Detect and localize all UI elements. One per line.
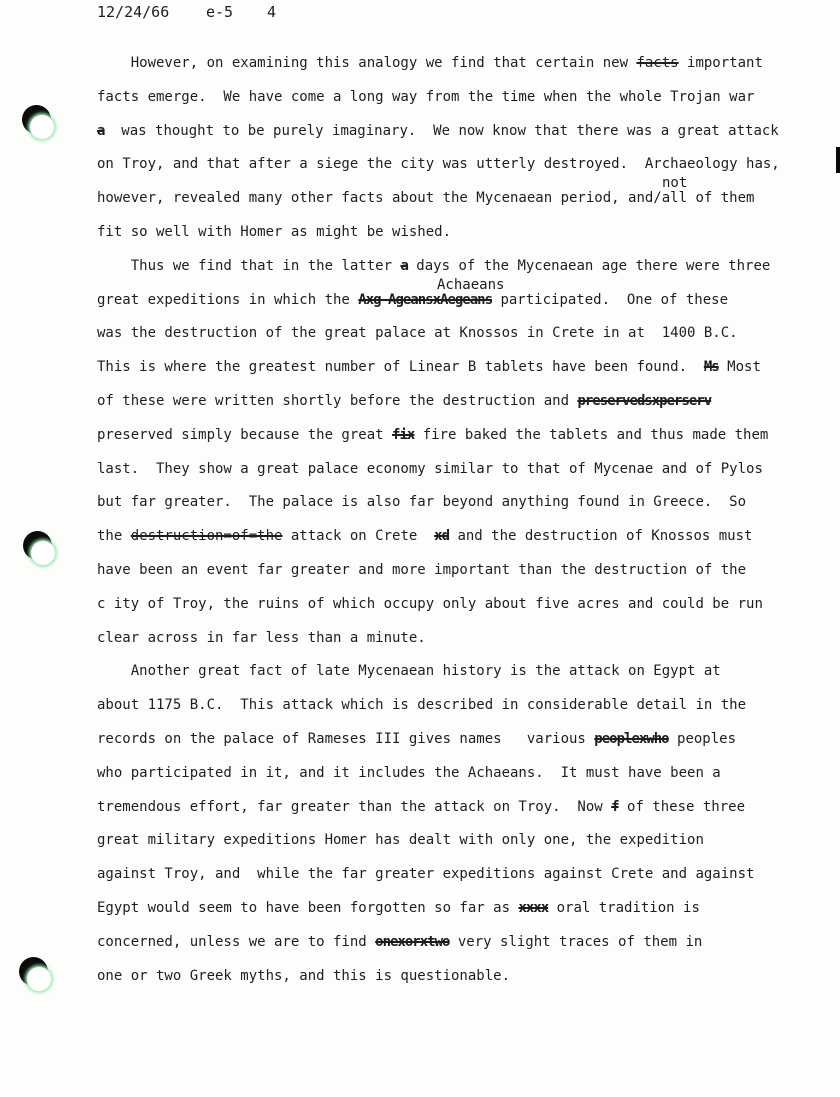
struck-text: facts bbox=[636, 55, 679, 71]
text-segment: against Troy, and while the far greater expeditions against Crete and against bbox=[97, 866, 755, 883]
text-line bbox=[97, 723, 807, 757]
text-segment: fire baked the tablets and thus made them bbox=[414, 426, 769, 443]
struck-text: fix bbox=[392, 426, 415, 443]
text-line bbox=[97, 182, 807, 216]
text-line bbox=[97, 926, 807, 960]
punch-hole-mark bbox=[19, 957, 48, 986]
text-segment: records on the palace of Rameses III gives names various bbox=[97, 730, 595, 747]
text-line bbox=[97, 47, 807, 81]
text-line bbox=[97, 960, 807, 994]
text-line bbox=[97, 757, 807, 791]
header-date: 12/24/66 bbox=[97, 3, 170, 21]
struck-text: f bbox=[611, 798, 619, 815]
text-line bbox=[97, 385, 807, 419]
struck-text: onexorxtwo bbox=[375, 933, 450, 950]
header-section: e-5 bbox=[206, 3, 234, 21]
text-segment: important bbox=[678, 55, 763, 71]
text-line bbox=[97, 689, 807, 723]
text-segment: Most bbox=[718, 359, 761, 376]
text-segment: and the destruction of Knossos must bbox=[449, 528, 753, 545]
text-segment: attack on Crete bbox=[282, 528, 435, 545]
text-line bbox=[97, 115, 807, 149]
text-segment: clear across in far less than a minute. bbox=[97, 629, 426, 646]
text-segment: Thus we find that in the latter bbox=[97, 257, 401, 274]
text-line bbox=[97, 419, 807, 453]
text-segment: but far greater. The palace is also far beyond anything found in Greece. So bbox=[97, 494, 747, 511]
text-segment: one or two Greek myths, and this is questionable. bbox=[97, 967, 511, 984]
struck-text: Ms bbox=[703, 359, 719, 376]
inserted-word: Achaeans bbox=[437, 276, 505, 293]
text-segment: oral tradition is bbox=[548, 899, 700, 916]
text-segment: c ity of Troy, the ruins of which occupy only about five acres and could be run bbox=[97, 595, 763, 612]
text-line bbox=[97, 520, 807, 554]
text-segment: fit so well with Homer as might be wished. bbox=[97, 223, 452, 240]
text-line bbox=[97, 351, 807, 385]
text-segment: tremendous effort, far greater than the attack on Troy. Now bbox=[97, 798, 612, 815]
text-segment: participated. One of these bbox=[492, 291, 729, 308]
text-line bbox=[97, 622, 807, 656]
struck-text: Axg AgeansxAegeans bbox=[358, 291, 493, 308]
text-segment: who participated in it, and it includes the Achaeans. It must have been a bbox=[97, 764, 721, 781]
text-segment: This is where the greatest number of Linear B tablets have been found. bbox=[97, 359, 704, 376]
text-segment: However, on examining this analogy we find that certain new bbox=[97, 55, 637, 71]
text-line bbox=[97, 486, 807, 520]
text-segment: about 1175 B.C. This attack which is described in considerable detail in the bbox=[97, 697, 747, 714]
text-line bbox=[97, 554, 807, 588]
struck-text: xxxx bbox=[518, 899, 549, 916]
text-segment: however, revealed many other facts about the Mycenaean period, and/all of them bbox=[97, 190, 755, 207]
text-segment: great military expeditions Homer has dealt with only one, the expedition bbox=[97, 832, 704, 849]
punch-hole-mark bbox=[23, 531, 52, 560]
text-line bbox=[97, 858, 807, 892]
text-line bbox=[97, 791, 807, 825]
text-segment: days of the Mycenaean age there were three bbox=[407, 257, 771, 274]
text-line bbox=[97, 317, 807, 351]
text-segment: concerned, unless we are to find bbox=[97, 933, 376, 950]
text-line bbox=[97, 453, 807, 487]
text-line bbox=[97, 148, 807, 182]
struck-text: a bbox=[400, 257, 408, 274]
text-line bbox=[97, 892, 807, 926]
text-segment: on Troy, and that after a siege the city was utterly destroyed. Archaeology has, bbox=[97, 156, 780, 173]
document-body bbox=[97, 0, 807, 993]
struck-text: peoplexwho bbox=[594, 730, 669, 747]
text-segment: Egypt would seem to have been forgotten so far as bbox=[97, 899, 519, 916]
text-segment: last. They show a great palace economy similar to that of Mycenae and of Pylos bbox=[97, 460, 763, 477]
text-line bbox=[97, 824, 807, 858]
text-line bbox=[97, 655, 807, 689]
text-segment: of these three bbox=[618, 798, 746, 815]
text-segment: of these were written shortly before the destruction and bbox=[97, 392, 578, 409]
text-segment: facts emerge. We have come a long way from the time when the whole Trojan war bbox=[97, 88, 755, 105]
inserted-word: not bbox=[662, 175, 688, 192]
text-line bbox=[97, 216, 807, 250]
scan-edge-mark bbox=[836, 147, 840, 173]
text-line bbox=[97, 81, 807, 115]
struck-text: preservedsxperserv bbox=[577, 392, 712, 409]
struck-text: a bbox=[97, 122, 105, 139]
punch-hole-mark bbox=[22, 105, 51, 134]
text-line bbox=[97, 588, 807, 622]
struck-text: xd bbox=[434, 528, 450, 545]
text-segment: was the destruction of the great palace at Knossos in Crete in at 1400 B.C. bbox=[97, 325, 738, 342]
text-segment: preserved simply because the great bbox=[97, 426, 393, 443]
text-segment: Another great fact of late Mycenaean history is the attack on Egypt at bbox=[97, 663, 721, 680]
text-segment: great expeditions in which the bbox=[97, 291, 359, 308]
text-segment: peoples bbox=[668, 730, 737, 747]
header-page-number: 4 bbox=[267, 3, 277, 21]
text-segment: have been an event far greater and more important than the destruction of the bbox=[97, 561, 747, 578]
text-segment: was thought to be purely imaginary. We now know that there was a great attack bbox=[104, 122, 779, 139]
text-segment: the bbox=[97, 528, 131, 545]
struck-text: destruction=of=the bbox=[130, 528, 283, 545]
text-segment: very slight traces of them in bbox=[449, 933, 703, 950]
